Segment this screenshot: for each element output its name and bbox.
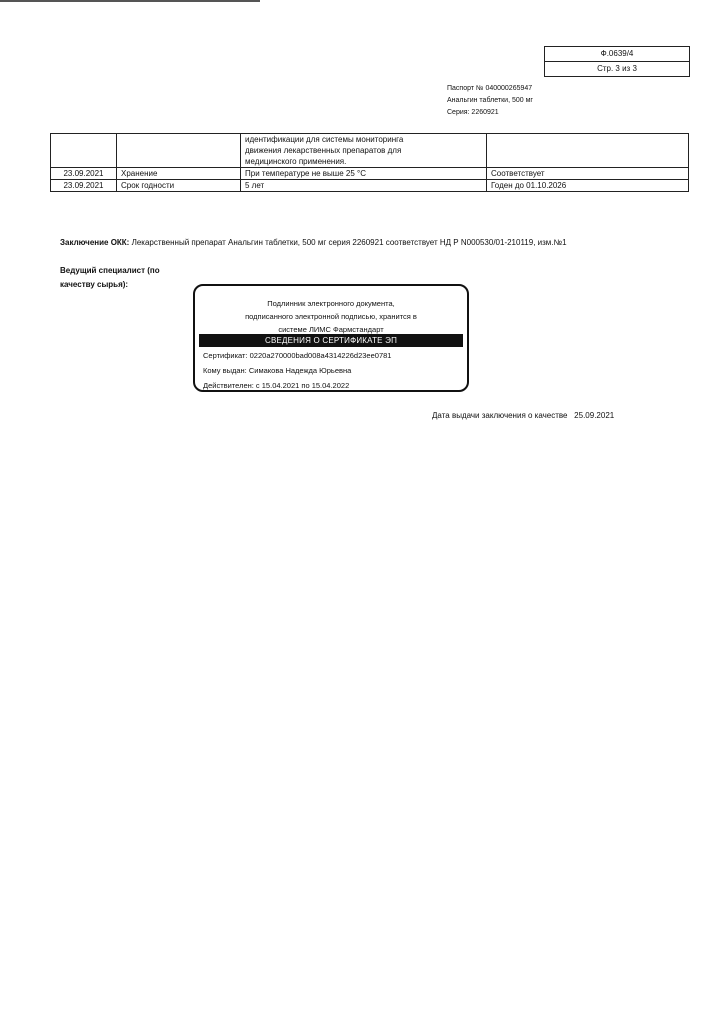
conclusion-label: Заключение ОКК: xyxy=(60,238,130,247)
requirement-cell: При температуре не выше 25 °С xyxy=(241,168,487,180)
electronic-signature-stamp xyxy=(193,284,469,392)
scan-edge-line xyxy=(0,0,260,2)
issue-date: Дата выдачи заключения о качестве 25.09.2021 xyxy=(432,411,615,420)
form-code-box xyxy=(544,46,690,77)
specialist-label: Ведущий специалист (по качеству сырья): xyxy=(60,266,160,289)
date-cell xyxy=(51,134,117,168)
requirement-cell: 5 лет xyxy=(241,180,487,192)
stamp-line-2: подписанного электронной подписью, хранится в xyxy=(245,312,417,321)
date-cell: 23.09.2021 xyxy=(51,180,117,192)
stamp-line-1: Подлинник электронного документа, xyxy=(267,299,395,308)
indicator-cell: Срок годности xyxy=(117,180,241,192)
table-row xyxy=(51,134,689,146)
passport-block xyxy=(447,83,533,119)
form-code: Ф.0639/4 xyxy=(600,49,634,58)
requirement-cell: движения лекарственных препаратов для xyxy=(241,145,487,156)
date-cell: 23.09.2021 xyxy=(51,168,117,180)
table-row xyxy=(51,168,689,180)
result-cell: Соответствует xyxy=(487,168,689,180)
table-row xyxy=(51,180,689,192)
results-table xyxy=(50,133,689,192)
requirement-cell: медицинского применения. xyxy=(241,156,487,168)
conclusion-paragraph xyxy=(60,236,580,250)
result-cell xyxy=(487,134,689,168)
stamp-line-3: системе ЛИМС Фармстандарт xyxy=(278,325,384,334)
passport-number: Паспорт № 040000265947 xyxy=(447,85,533,92)
conclusion-text: Лекарственный препарат Анальгин таблетки, 500 мг серия 2260921 соответствует НД Р N000530/01-210119, изм.№1 xyxy=(129,238,567,247)
certificate-banner: СВЕДЕНИЯ О СЕРТИФИКАТЕ ЭП xyxy=(199,334,463,347)
indicator-cell: Хранение xyxy=(117,168,241,180)
certificate-validity: Действителен: с 15.04.2021 по 15.04.2022 xyxy=(203,381,350,390)
series-number: Серия: 2260921 xyxy=(447,109,499,116)
product-name: Анальгин таблетки, 500 мг xyxy=(447,97,533,104)
page-info: Стр. 3 из 3 xyxy=(545,61,689,76)
certificate-owner: Кому выдан: Симакова Надежда Юрьевна xyxy=(203,366,352,375)
requirement-cell: идентификации для системы мониторинга xyxy=(241,134,487,146)
indicator-cell xyxy=(117,134,241,168)
result-cell: Годен до 01.10.2026 xyxy=(487,180,689,192)
certificate-serial: Сертификат: 0220a270000bad008a4314226d23ee0781 xyxy=(203,351,392,360)
